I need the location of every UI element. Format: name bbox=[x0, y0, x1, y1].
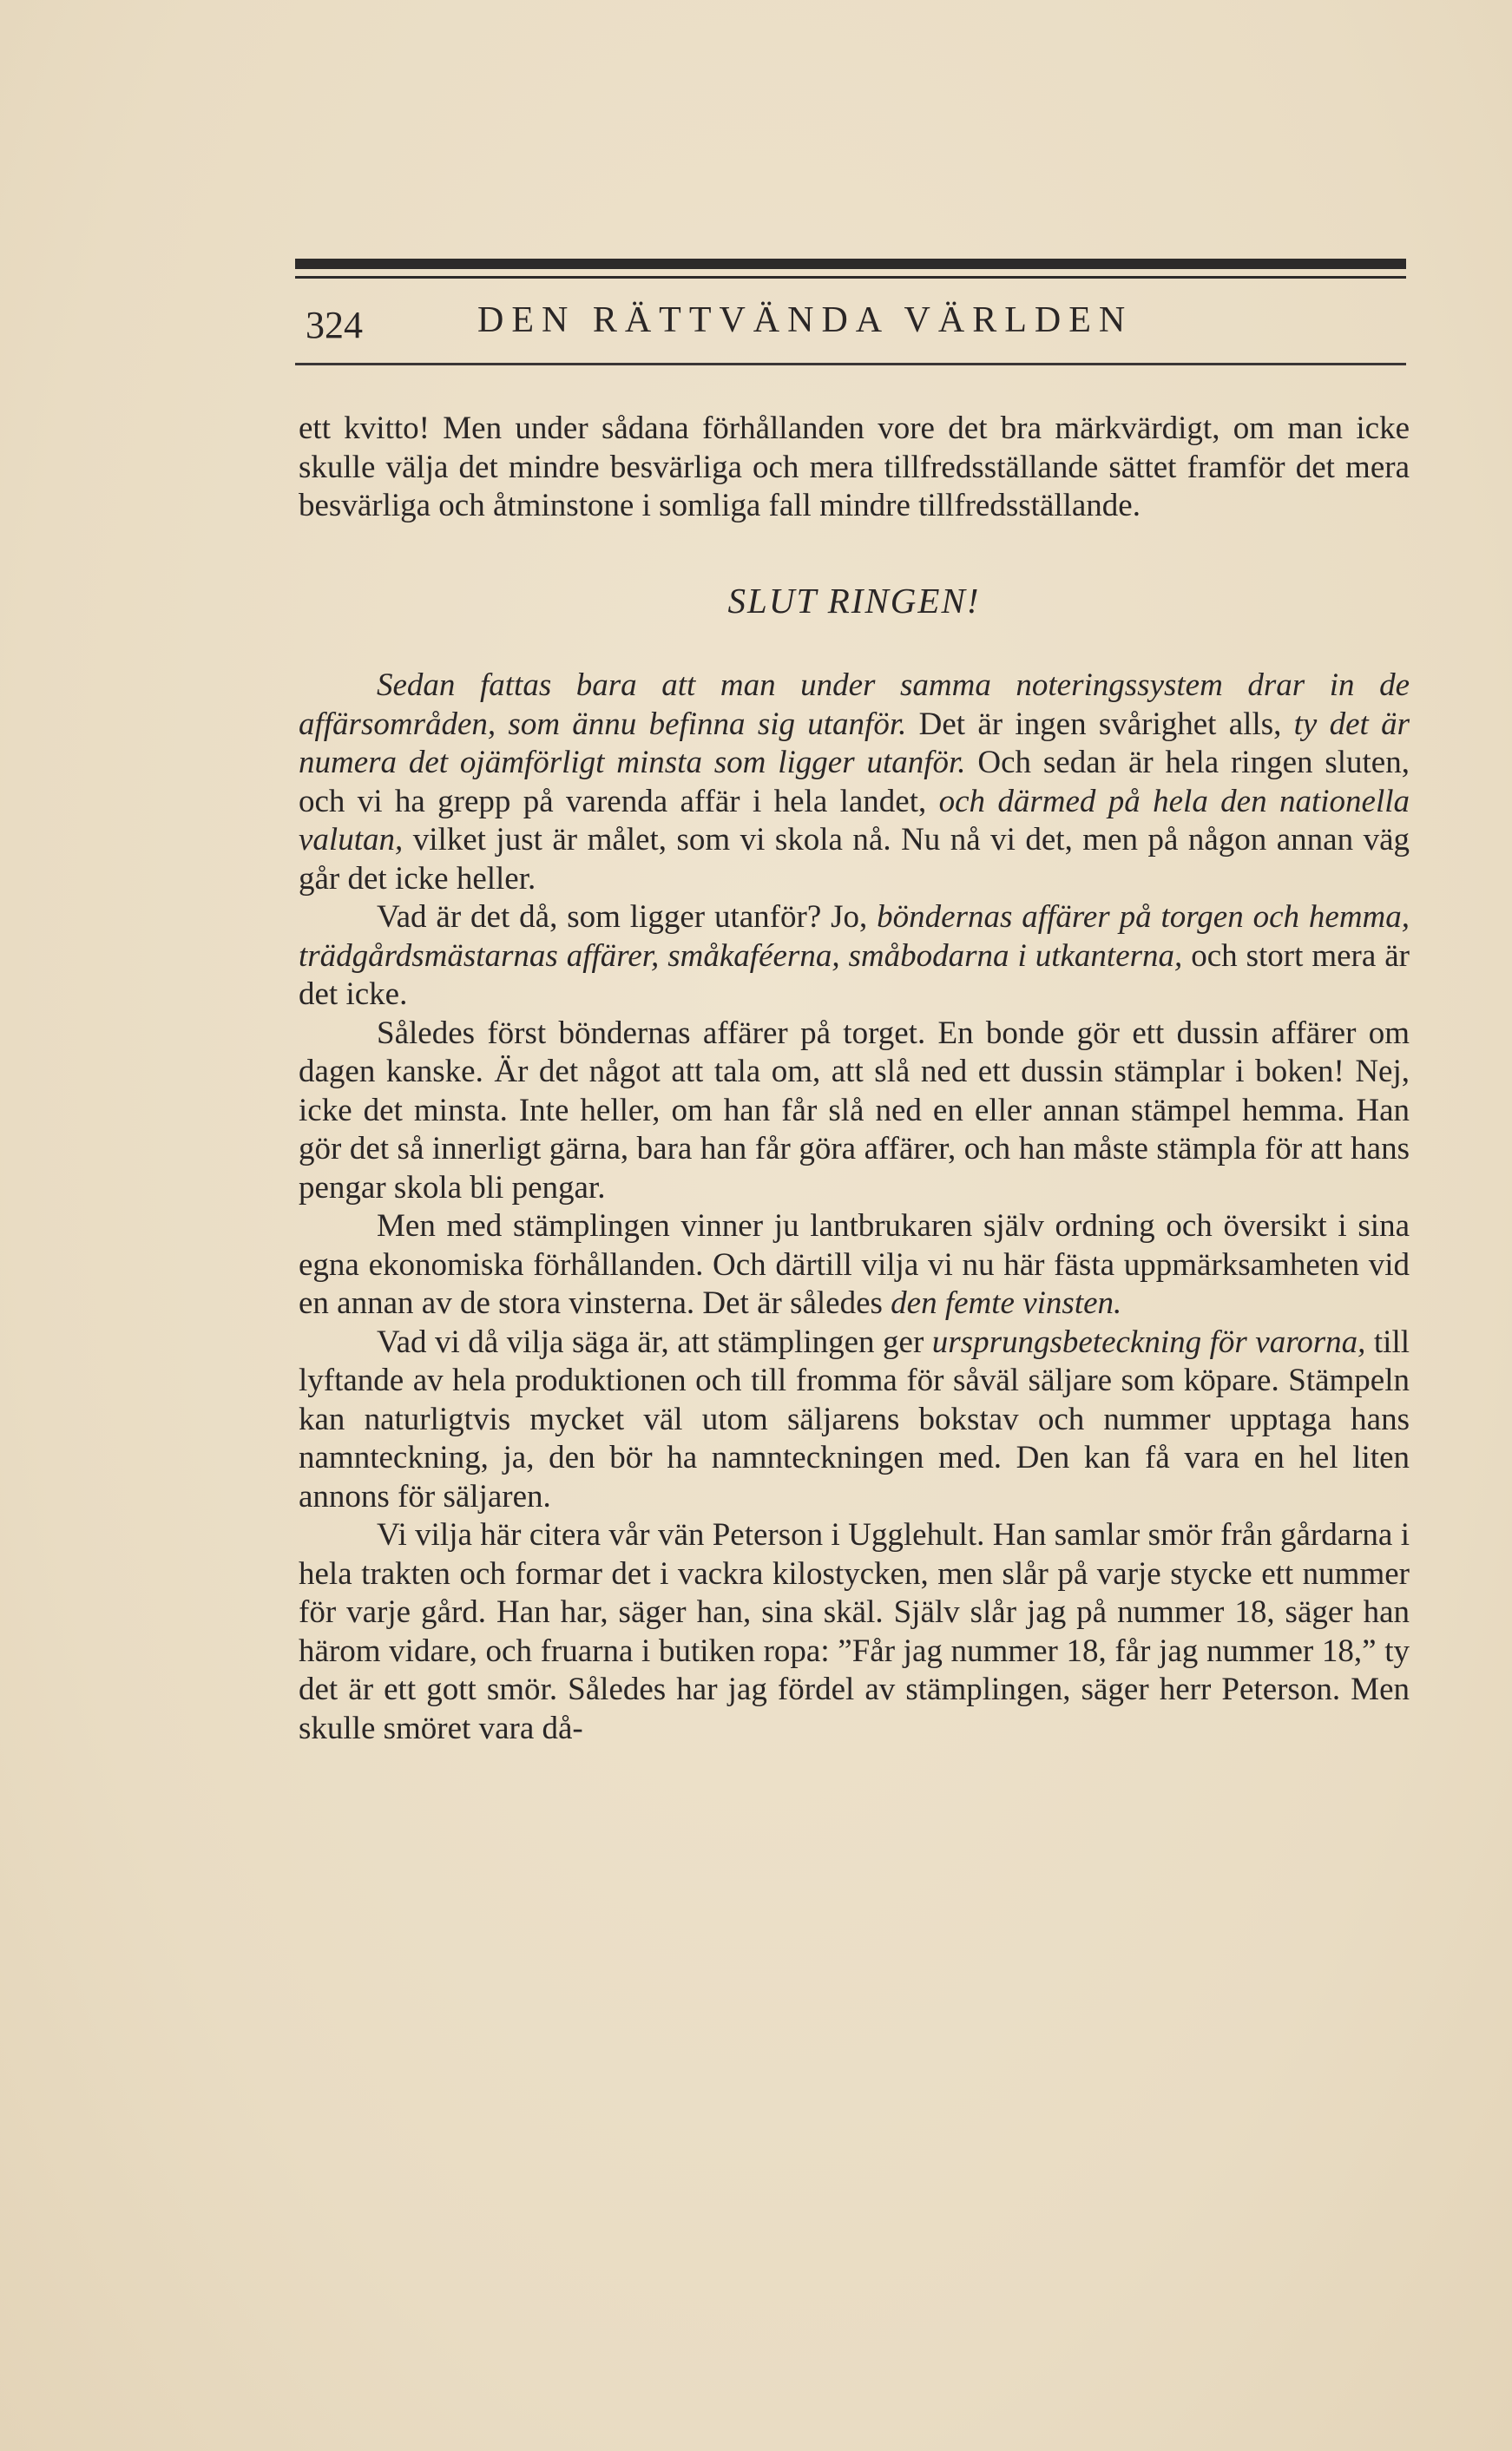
italic-span: ty det är numera det ojämförligt minsta som ligger utanför. bbox=[299, 706, 1410, 780]
header-rule-thick bbox=[295, 259, 1406, 269]
text-span: vilket just är målet, som vi skola nå. Nu nå vi det, men på någon annan väg går det icke heller. bbox=[299, 822, 1410, 897]
paragraph-5 bbox=[299, 1207, 1410, 1324]
italic-span: Sedan fattas bara att man under samma noteringssystem drar in de affärsområden, som ännu befinna sig utanför. bbox=[299, 667, 1410, 742]
page-number: 324 bbox=[306, 304, 363, 346]
italic-span: böndernas affärer på torgen och hemma, trädgårdsmästarnas affärer, småkaféerna, småbodarna i utkanterna, bbox=[299, 899, 1410, 974]
running-head bbox=[295, 299, 1406, 352]
paragraph-3 bbox=[299, 898, 1410, 1015]
paragraph-2 bbox=[299, 667, 1410, 898]
text-span: till lyftande av hela produktionen och till fromma för såväl säljare som köpare. Stämpeln kan naturligtvis mycket väl utom säljarens bokstav och nummer upptaga hans namnteckning, ja, den bör ha namnteckningen med. Den kan få vara en hel liten annons för säljaren. bbox=[299, 1324, 1410, 1515]
book-title: DEN RÄTTVÄNDA VÄRLDEN bbox=[477, 300, 1134, 340]
text-span: Det är ingen svårighet alls, bbox=[906, 706, 1294, 742]
text-span: Vad är det då, som ligger utanför? Jo, bbox=[377, 899, 878, 935]
header-rule-bottom bbox=[295, 363, 1406, 365]
paragraph-1: ett kvitto! Men under sådana förhållanden vore det bra märkvärdigt, om man icke skulle välja det mindre besvärliga och mera tillfredsställande sättet framför det mera besvärliga och åtminstone i somliga fall mindre tillfredsställande. bbox=[299, 411, 1410, 523]
text-span: Vad vi då vilja säga är, att stämplingen ger bbox=[377, 1324, 932, 1360]
header-rule-thin bbox=[295, 276, 1406, 279]
section-heading: SLUT RINGEN! bbox=[727, 580, 981, 621]
italic-span: den femte vinsten. bbox=[891, 1285, 1122, 1321]
italic-span: ursprungsbeteckning för varorna, bbox=[931, 1324, 1366, 1360]
text-span: Men med stämplingen vinner ju lantbrukaren själv ordning och översikt i sina egna ekonomiska förhållanden. Och därtill vilja vi nu här fästa uppmärksamheten vid en annan av de stora vinsterna. Det är således bbox=[299, 1208, 1410, 1321]
italic-span: och därmed på hela den nationella valutan, bbox=[299, 783, 1410, 858]
text-span: Och sedan är hela ringen sluten, och vi ha grepp på varenda affär i hela landet, bbox=[299, 745, 1410, 819]
paragraph-7: Vi vilja här citera vår vän Peterson i Ugglehult. Han samlar smör från gårdarna i hela trakten och formar det i vackra kilostycken, men slår på varje stycke ett nummer för varje gård. Han har, säger han, sina skäl. Själv slår jag på nummer 18, säger han härom vidare, och fruarna i butiken ropa: ”Får jag nummer 18, får jag nummer 18,” ty det är ett gott smör. Således har jag fördel av stämplingen, säger herr Peterson. Men skulle smöret vara då- bbox=[299, 1517, 1410, 1746]
paragraph-6 bbox=[299, 1324, 1410, 1517]
text-span: och stort mera är det icke. bbox=[299, 937, 1410, 1012]
paragraph-4: Således först böndernas affärer på torget. En bonde gör ett dussin affärer om dagen kanske. Är det något att tala om, att slå ned ett dussin stämplar i boken! Nej, icke det minsta. Inte heller, om han får slå ned en eller annan stämpel hemma. Han gör det så innerligt gärna, bara han får göra affärer, och han måste stämpla för att hans pengar skola bli pengar. bbox=[299, 1015, 1410, 1206]
body-text bbox=[299, 410, 1410, 1748]
